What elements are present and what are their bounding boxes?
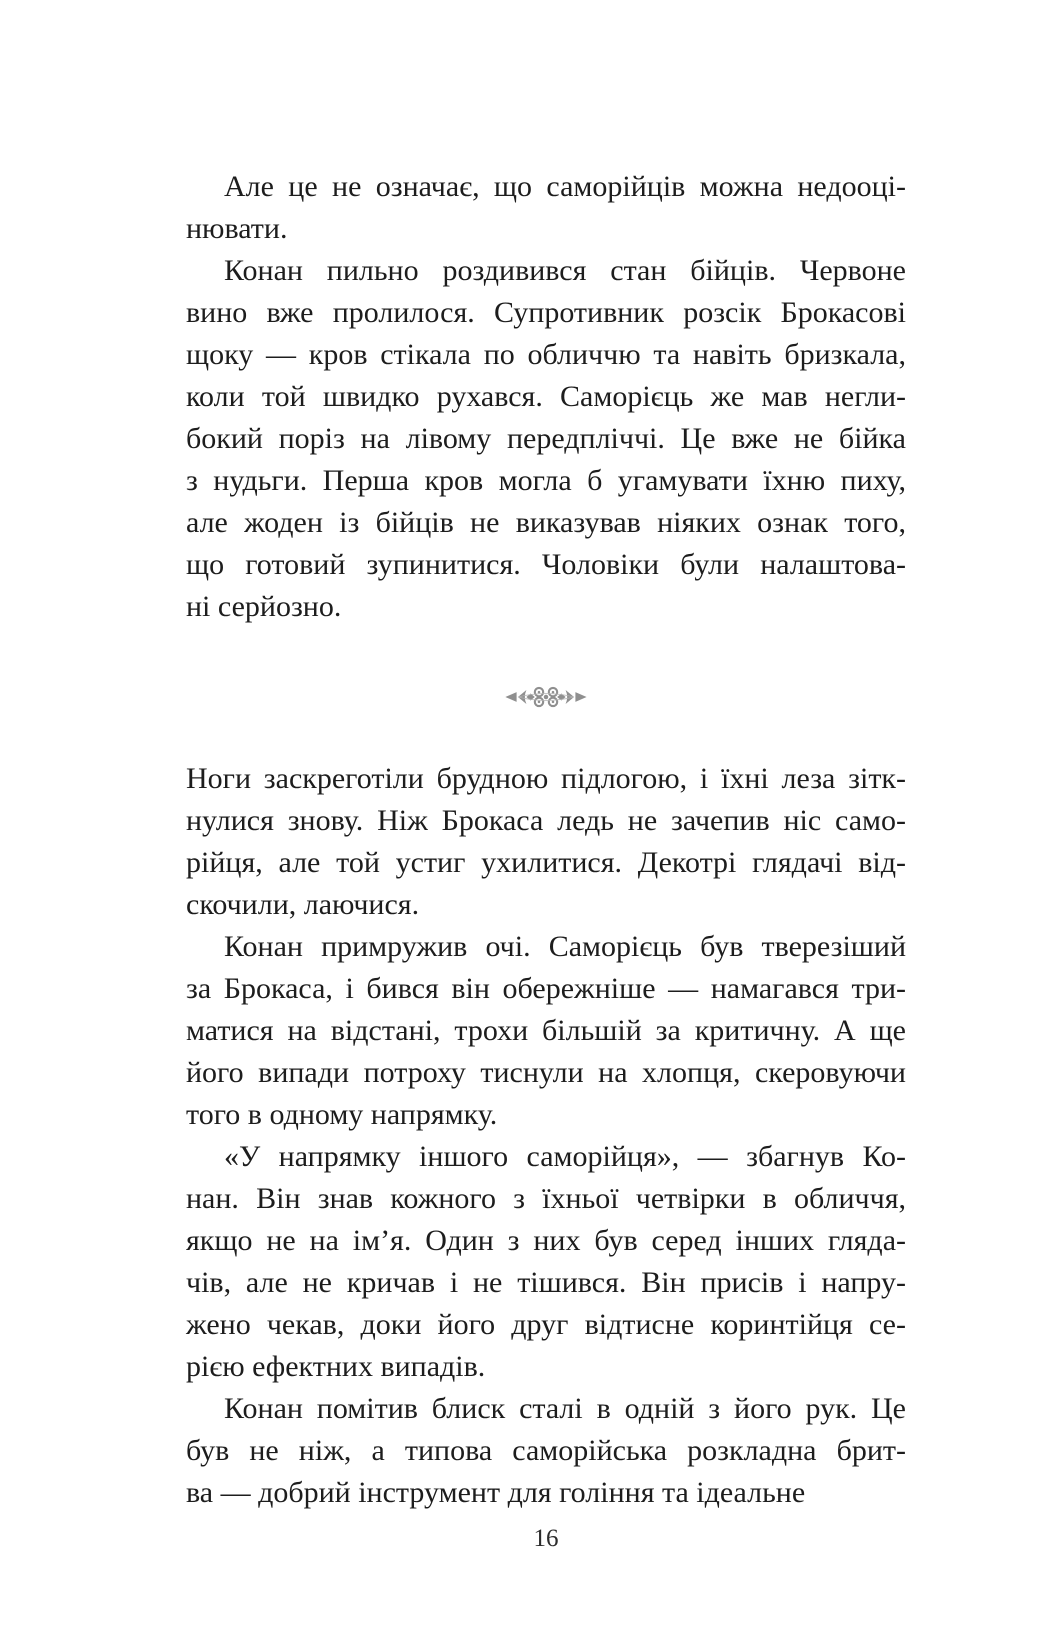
text-line: ні серйозно. (186, 590, 342, 623)
text-line: матися на відстані, трохи більшій за критичну. А ще (186, 1014, 906, 1047)
paragraph (186, 758, 906, 926)
text-line: жено чекав, доки його друг відтисне коринтійця се- (186, 1308, 906, 1341)
text-line: його випади потроху тиснули на хлопця, скеровуючи (186, 1056, 906, 1089)
paragraph (186, 1388, 906, 1514)
text-line: Конан примружив очі. Саморієць був тверезіший (224, 930, 906, 963)
text-line: Конан пильно роздивився стан бійців. Червоне (224, 254, 906, 287)
text-line: якщо не на ім’я. Один з них був серед інших гляда- (186, 1224, 906, 1257)
paragraph (186, 926, 906, 1136)
text-line: Але це не означає, що саморійців можна недооці- (224, 170, 906, 203)
text-line: вино вже пролилося. Супротивник розсік Брокасові (186, 296, 906, 329)
fleuron-ornament-icon (504, 682, 588, 712)
text-line: «У напрямку іншого саморійця», — збагнув Ко- (224, 1140, 906, 1173)
text-line: нулися знову. Ніж Брокаса ледь не зачепив ніс само- (186, 804, 906, 837)
text-line: того в одному напрямку. (186, 1098, 498, 1131)
text-line: нан. Він знав кожного з їхньої четвірки в обличчя, (186, 1182, 906, 1215)
text-line: за Брокаса, і бився він обережніше — намагався три- (186, 972, 906, 1005)
text-line: що готовий зупинитися. Чоловіки були налаштова- (186, 548, 906, 581)
text-section-before-break (186, 166, 906, 628)
text-line: ва — добрий інструмент для гоління та ідеальне (186, 1476, 806, 1509)
text-line: чів, але не кричав і не тішився. Він присів і напру- (186, 1266, 906, 1299)
text-line: рійця, але той устиг ухилитися. Декотрі глядачі від- (186, 846, 906, 879)
paragraph (186, 166, 906, 250)
text-column (186, 0, 906, 1554)
page-number: 16 (533, 1525, 559, 1552)
text-line: коли той швидко рухався. Саморієць же мав негли- (186, 380, 906, 413)
paragraph (186, 250, 906, 628)
text-section-after-break (186, 758, 906, 1514)
text-line: але жоден із бійців не виказував ніяких ознак того, (186, 506, 906, 539)
paragraph (186, 1136, 906, 1388)
text-line: з нудьги. Перша кров могла б угамувати їхню пиху, (186, 464, 906, 497)
text-line: нювати. (186, 212, 288, 245)
text-line: бокий поріз на лівому передпліччі. Це вже не бійка (186, 422, 906, 455)
text-line: щоку — кров стікала по обличчю та навіть бризкала, (186, 338, 906, 371)
text-line: рією ефектних випадів. (186, 1350, 486, 1383)
text-line: Ноги заскреготіли брудною підлогою, і їхні леза зітк- (186, 762, 906, 795)
text-line: був не ніж, а типова саморійська розкладна брит- (186, 1434, 906, 1467)
text-line: скочили, лаючися. (186, 888, 420, 921)
text-line: Конан помітив блиск сталі в одній з його рук. Це (224, 1392, 906, 1425)
scene-break-divider (186, 682, 906, 712)
